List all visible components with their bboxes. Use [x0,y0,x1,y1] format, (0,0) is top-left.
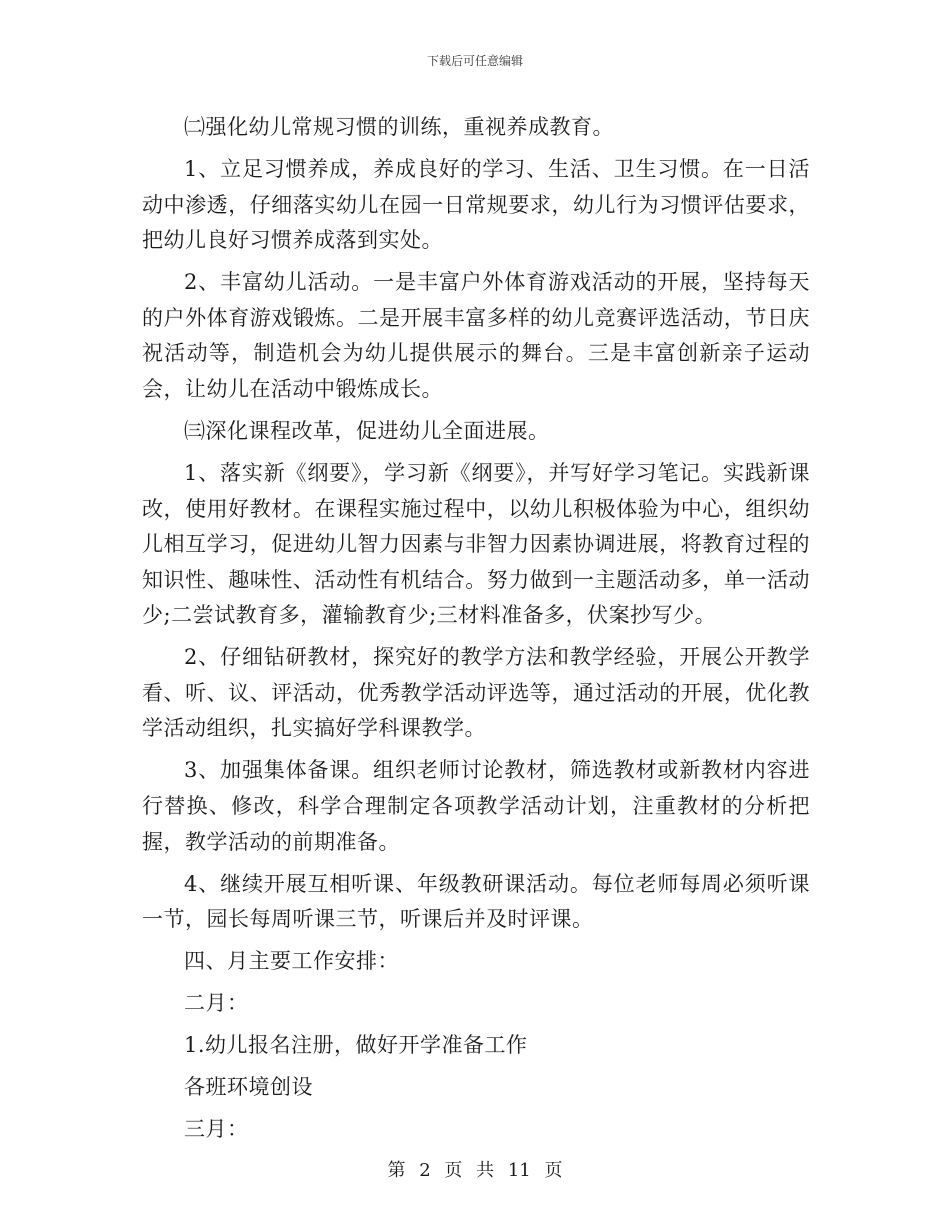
page-header: 下载后可任意编辑 [426,54,523,68]
month-february: 二月： [184,991,249,1016]
paragraph-class-observation: 4、继续开展互相听课、年级教研课活动。每位老师每周必须听课一节，园长每周听课三节，听课后并及时评课。 [142,871,810,932]
paragraph-lesson-prep: 3、加强集体备课。组织老师讨论教材，筛选教材或新教材内容进行替换、修改，科学合理制定各项教学活动计划，注重教材的分析把握，教学活动的前期准备。 [142,758,810,854]
paragraph-curriculum: 1、落实新《纲要》，学习新《纲要》，并写好学习笔记。实践新课改，使用好教材。在课程实施过程中，以幼儿积极体验为中心，组织幼儿相互学习，促进幼儿智力因素与非智力因素协调进展，将教育过程的知识性、趣味性、活动性有机结合。努力做到一主题活动多，单一活动少;二尝试教育多，灌输教育少;三材料准备多，伏案抄写少。 [142,460,810,628]
section-heading-3: ㈢深化课程改革，促进幼儿全面进展。 [184,418,550,443]
paragraph-teaching-methods: 2、仔细钻研教材，探究好的教学方法和教学经验，开展公开教学看、听、议、评活动，优秀教学活动评选等，通过活动的开展，优化教学活动组织，扎实搞好学科课教学。 [142,645,810,741]
month-march: 三月： [184,1117,249,1142]
paragraph-activities: 2、丰富幼儿活动。一是丰富户外体育游戏活动的开展，坚持每天的户外体育游戏锻炼。二是开展丰富多样的幼儿竞赛评选活动，节日庆祝活动等，制造机会为幼儿提供展示的舞台。三是丰富创新亲子运动会，让幼儿在活动中锻炼成长。 [142,270,810,401]
list-item: 各班环境创设 [184,1075,313,1100]
paragraph-habit-formation: 1、立足习惯养成，养成良好的学习、生活、卫生习惯。在一日活动中渗透，仔细落实幼儿在园一日常规要求，幼儿行为习惯评估要求，把幼儿良好习惯养成落到实处。 [142,156,810,253]
document-body [142,110,810,1154]
page-footer: 第 2 页 共 11 页 [387,1160,563,1181]
list-item: 1.幼儿报名注册，做好开学准备工作 [184,1033,528,1058]
section-heading-4: 四、月主要工作安排： [184,949,399,974]
section-heading-2: ㈡强化幼儿常规习惯的训练，重视养成教育。 [184,115,614,139]
